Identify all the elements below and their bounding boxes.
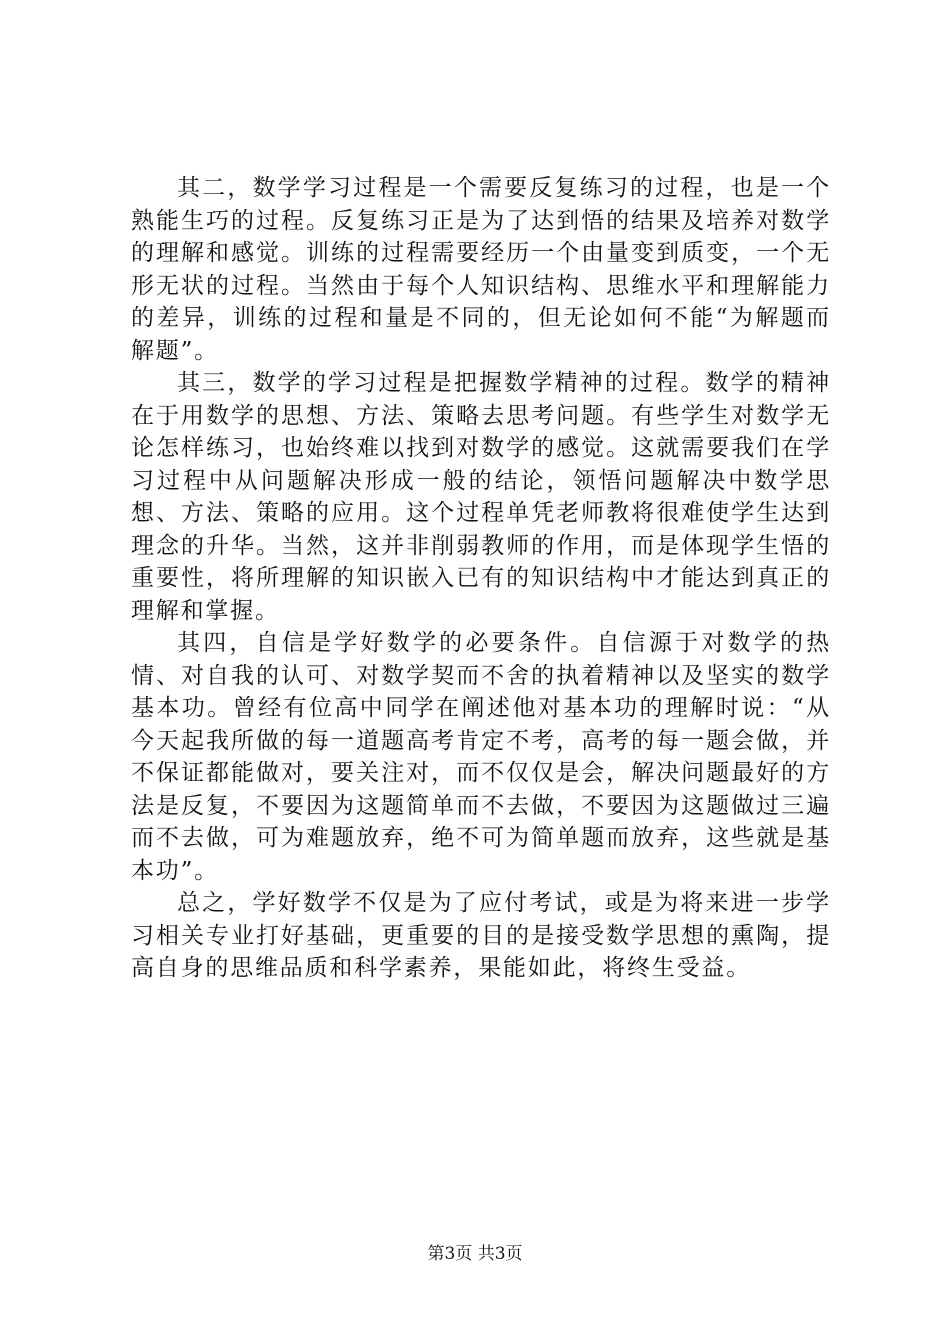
- paragraph-2: 其二，数学学习过程是一个需要反复练习的过程，也是一个熟能生巧的过程。反复练习正是为了达到悟的结果及培养对数学的理解和感觉。训练的过程需要经历一个由量变到质变，一个无形无状的过程。当然由于每个人知识结构、思维水平和理解能力的差异，训练的过程和量是不同的，但无论如何不能“为解题而解题”。: [131, 175, 831, 364]
- page-number-footer: 第3页 共3页: [427, 1244, 523, 1264]
- document-body: [131, 172, 831, 985]
- paragraph-conclusion: 总之，学好数学不仅是为了应付考试，或是为将来进一步学习相关专业打好基础，更重要的目的是接受数学思想的熏陶，提高自身的思维品质和科学素养，果能如此，将终生受益。: [131, 890, 831, 981]
- paragraph-4: 其四，自信是学好数学的必要条件。自信源于对数学的热情、对自我的认可、对数学契而不舍的执着精神以及坚实的数学基本功。曾经有位高中同学在阐述他对基本功的理解时说：“从今天起我所做的每一道题高考肯定不考，高考的每一题会做，并不保证都能做对，要关注对，而不仅仅是会，解决问题最好的方法是反复，不要因为这题简单而不去做，不要因为这题做过三遍而不去做，可为难题放弃，绝不可为简单题而放弃，这些就是基本功”。: [131, 630, 831, 884]
- paragraph-3: 其三，数学的学习过程是把握数学精神的过程。数学的精神在于用数学的思想、方法、策略去思考问题。有些学生对数学无论怎样练习，也始终难以找到对数学的感觉。这就需要我们在学习过程中从问题解决形成一般的结论，领悟问题解决中数学思想、方法、策略的应用。这个过程单凭老师教将很难使学生达到理念的升华。当然，这并非削弱教师的作用，而是体现学生悟的重要性，将所理解的知识嵌入已有的知识结构中才能达到真正的理解和掌握。: [131, 370, 831, 624]
